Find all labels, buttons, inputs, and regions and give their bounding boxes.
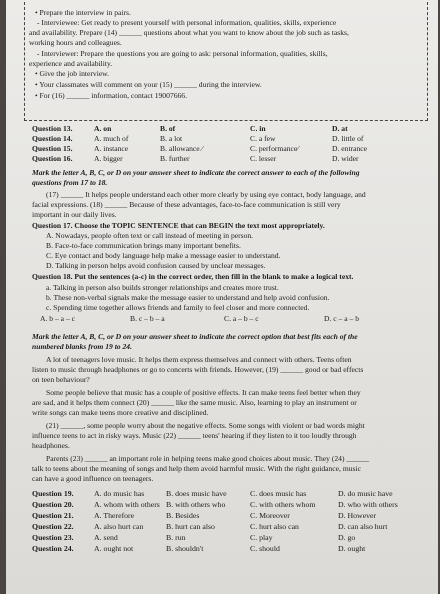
passage-line: (21) ______, some people worry about the negative effects. Some songs with violent or bad words might [46,421,365,430]
worksheet-page [6,0,438,594]
option-d[interactable]: D. entrance [332,144,367,153]
passage-line: Some people believe that music has a couple of positive effects. It can make teens feel better when they [46,388,361,397]
passage-line: listen to music through headphones or go to concerts with friends. However, (19) ______ good or bad effects [32,365,364,374]
sentence-a: a. Talking in person also builds stronger relationships and creates more trust. [46,283,279,292]
question-17-prompt: Question 17. Choose the TOPIC SENTENCE that can BEGIN the text most appropriately. [32,221,325,230]
option-b[interactable]: B. of [160,124,176,133]
option-b[interactable]: B. Besides [166,511,200,520]
question-number: Question 13. [32,124,73,133]
option-b[interactable]: B. run [166,533,186,542]
option-b[interactable]: B. shouldn't [166,544,204,553]
option-c[interactable]: C. performance⁄ [250,144,299,153]
option-b[interactable]: B. Face-to-face communication brings many important benefits. [46,241,241,250]
option-a[interactable]: A. on [94,124,112,133]
option-b[interactable]: B. c – b – a [130,314,165,323]
option-c[interactable]: C. lesser [250,154,277,163]
option-d[interactable]: D. go [338,533,356,542]
option-c[interactable]: C. does music has [250,489,307,498]
question-number: Question 19. [32,489,74,498]
box-line: - Interviewee: Get ready to present yourself with personal information, qualities, skills, experience [37,18,337,27]
question-number: Question 16. [32,154,73,163]
passage-line: write songs can make teens more creative and disciplined. [32,408,209,417]
option-d[interactable]: D. little of [332,134,364,143]
option-a[interactable]: A. send [94,533,118,542]
box-line: • For (16) ______ information, contact 19007666. [35,91,187,100]
option-c[interactable]: C. in [250,124,266,133]
passage-line: A lot of teenagers love music. It helps them express themselves and connect with others. Teens often [46,355,352,364]
box-line: working hours and colleagues. [29,38,122,47]
question-number: Question 22. [32,522,74,531]
option-d[interactable]: D. can also hurt [338,522,388,531]
option-a[interactable]: A. instance [94,144,129,153]
option-d[interactable]: D. Talking in person helps avoid confusion caused by unclear messages. [46,261,266,270]
box-line: and availability. Prepare (14) ______ questions about what you want to know about the job such as tasks, [29,28,349,37]
option-b[interactable]: B. does music have [166,489,227,498]
question-number: Question 21. [32,511,74,520]
section-instruction: Mark the letter A, B, C, or D on your answer sheet to indicate the correct answer to each of the following [32,168,360,177]
option-c[interactable]: C. Eye contact and body language help make a message easier to understand. [46,251,281,260]
question-number: Question 15. [32,144,73,153]
question-number: Question 23. [32,533,74,542]
passage-line: important in our daily lives. [32,210,117,219]
passage-line: facial expressions. (18) ______ Because of these advantages, face-to-face communication is still very [32,200,341,209]
option-d[interactable]: D. who with others [338,500,398,509]
option-d[interactable]: D. c – a – b [324,314,360,323]
sentence-c: c. Spending time together allows friends and family to feel closer and more connected. [46,303,310,312]
section-instruction: Mark the letter A, B, C, or D on your answer sheet to indicate the correct option that best fits each of the [32,332,358,341]
box-line: - Interviewer: Prepare the questions you are going to ask: personal information, qualities, skills, [37,49,328,58]
passage-line: on teen behaviour? [32,375,90,384]
option-a[interactable]: A. much of [94,134,129,143]
option-c[interactable]: C. a few [250,134,276,143]
option-d[interactable]: D. wider [332,154,359,163]
option-c[interactable]: C. should [250,544,280,553]
option-a[interactable]: A. Nowadays, people often text or call instead of meeting in person. [46,231,254,240]
section-instruction: numbered blanks from 19 to 24. [32,342,132,351]
option-a[interactable]: A. bigger [94,154,123,163]
question-number: Question 20. [32,500,74,509]
option-a[interactable]: A. Therefore [94,511,135,520]
option-a[interactable]: A. also hurt can [94,522,144,531]
option-b[interactable]: B. with others who [166,500,226,509]
option-b[interactable]: B. a lot [160,134,183,143]
box-line: • Your classmates will comment on your (15) ______ during the interview. [35,80,262,89]
option-d[interactable]: D. at [332,124,348,133]
option-c[interactable]: C. play [250,533,273,542]
option-d[interactable]: D. However [338,511,377,520]
question-number: Question 14. [32,134,73,143]
option-b[interactable]: B. allowance ⁄ [160,144,203,153]
option-a[interactable]: A. ought not [94,544,134,553]
passage-line: talk to teens about the meaning of songs and help them avoid harmful music. With the right guidance, music [32,464,361,473]
passage-line: (17) ______ It helps people understand each other more clearly by using eye contact, body language, and [46,190,366,199]
option-d[interactable]: D. do music have [338,489,393,498]
passage-line: Parents (23) ______ an important role in helping teens make good choices about music. They (24) ______ [46,454,370,463]
option-a[interactable]: A. whom with others [94,500,160,509]
box-line: • Prepare the interview in pairs. [35,8,131,17]
option-a[interactable]: A. do music has [94,489,145,498]
passage-line: can have a good influence on teenagers. [32,474,154,483]
option-b[interactable]: B. hurt can also [166,522,215,531]
passage-line: influence teens to act in risky ways. Music (22) ______ teens' hearing if they listen to it too loudly through [32,431,357,440]
option-a[interactable]: A. b – a – c [40,314,76,323]
box-line: experience and availability. [29,59,113,68]
question-18-prompt: Question 18. Put the sentences (a-c) in the correct order, then fill in the blank to make a logical text. [32,272,354,281]
option-d[interactable]: D. ought [338,544,366,553]
option-b[interactable]: B. further [160,154,190,163]
sentence-b: b. These non-verbal signals make the message easier to understand and help avoid confusion. [46,293,330,302]
option-c[interactable]: C. a – b – c [224,314,259,323]
option-c[interactable]: C. Moreover [250,511,290,520]
box-line: • Give the job interview. [35,69,110,78]
passage-line: are sad, and it helps them connect (20) ______ like the same music. Also, learning to play an instrument or [32,398,357,407]
instruction-box [24,2,428,121]
question-number: Question 24. [32,544,74,553]
passage-line: headphones. [32,441,70,450]
option-c[interactable]: C. with others whom [250,500,316,509]
section-instruction: questions from 17 to 18. [32,178,108,187]
option-c[interactable]: C. hurt also can [250,522,299,531]
